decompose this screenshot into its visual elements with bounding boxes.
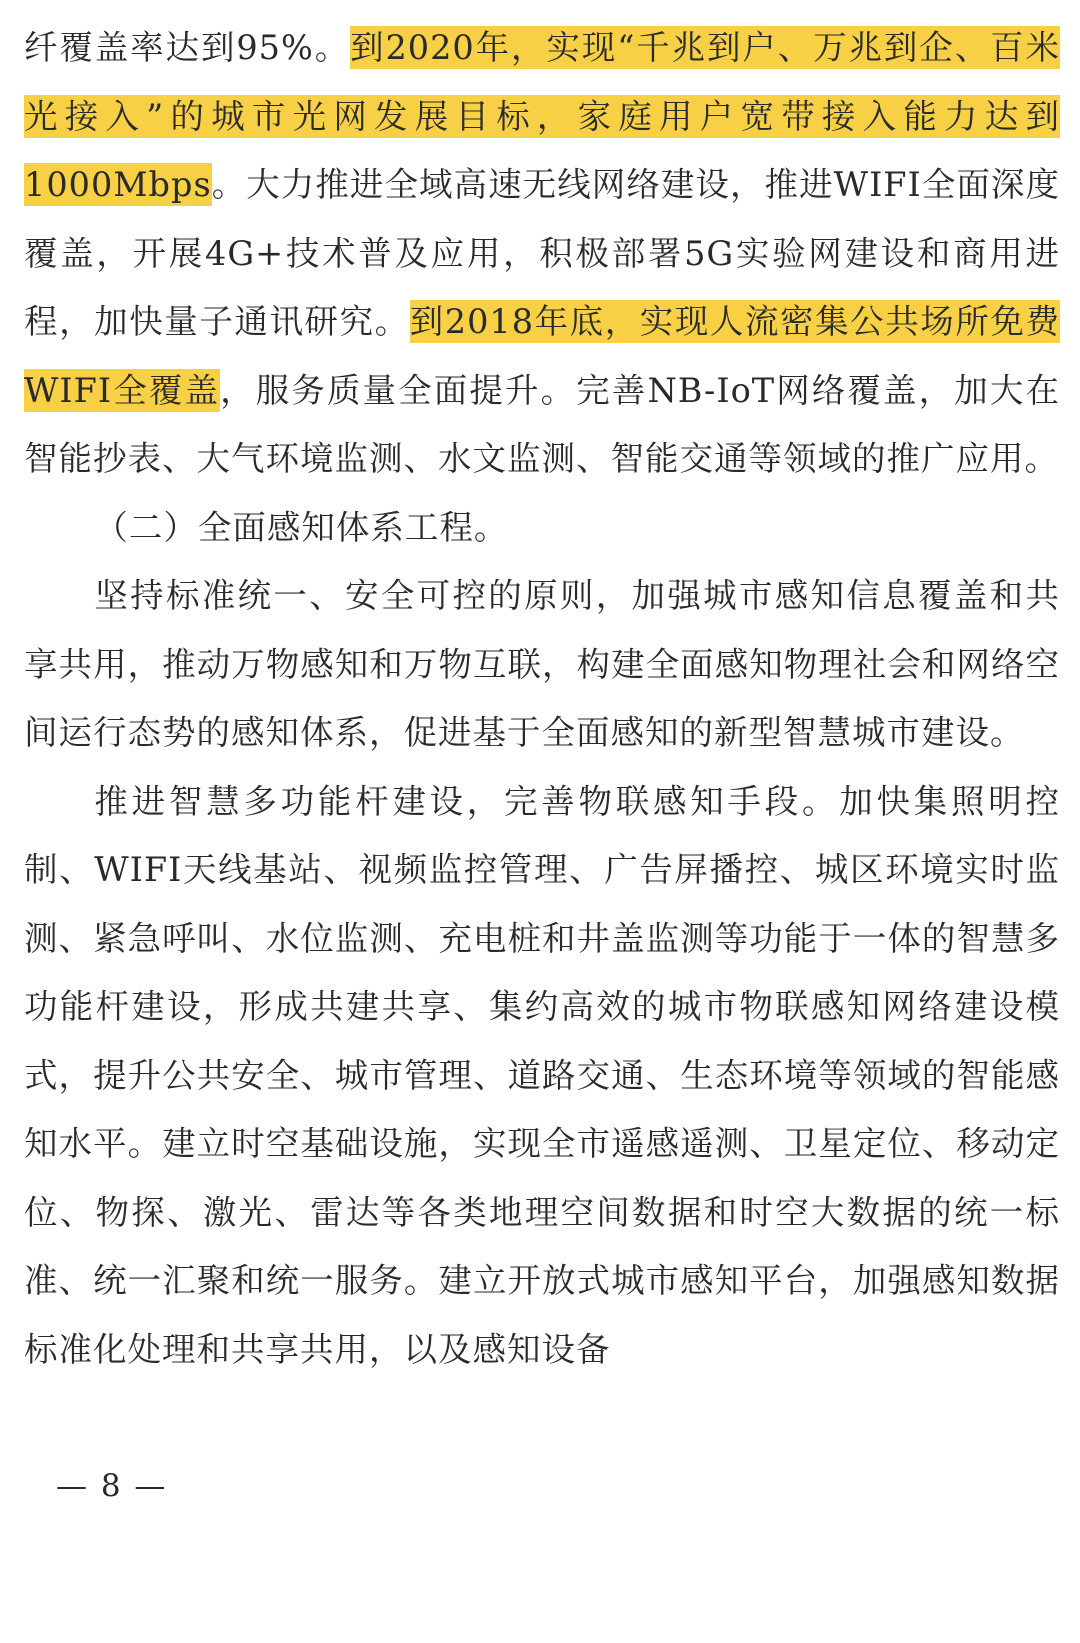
highlight-free-wifi-target: 到2018年底，实现人流密集公共场所免费WIFI全覆盖 [24, 302, 1061, 410]
text-wireless-network: 。大力推进全域高速无线网络建设，推进WIFI全面深度覆盖，开展4G+技术普及应用，积极部署5G实验网建设和商用进程，加快量子通讯研究。 [24, 165, 1060, 341]
highlight-gigabit-target: 到2020年，实现“千兆到户、万兆到企、百米光接入”的城市光网发展目标，家庭用户宽带接入能力达到1000Mbps [24, 28, 1060, 204]
paragraph-network-infrastructure [24, 14, 1060, 494]
page-number: — 8 — [56, 1468, 168, 1504]
text-fiber-coverage: 纤覆盖率达到95%。 [24, 28, 351, 67]
text-nb-iot: ，服务质量全面提升。完善NB-IoT网络覆盖，加大在智能抄表、大气环境监测、水文监测、智能交通等领域的推广应用。 [24, 370, 1060, 478]
paragraph-smart-poles: 推进智慧多功能杆建设，完善物联感知手段。加快集照明控制、WIFI天线基站、视频监控管理、广告屏播控、城区环境实时监测、紧急呼叫、水位监测、充电桩和井盖监测等功能于一体的智慧多功能杆建设，形成共建共享、集约高效的城市物联感知网络建设模式，提升公共安全、城市管理、道路交通、生态环境等领域的智能感知水平。建立时空基础设施，实现全市遥感遥测、卫星定位、移动定位、物探、激光、雷达等各类地理空间数据和时空大数据的统一标准、统一汇聚和统一服务。建立开放式城市感知平台，加强感知数据标准化处理和共享共用，以及感知设备 [24, 781, 1060, 1369]
section-heading: （二）全面感知体系工程。 [94, 507, 509, 547]
document-body [24, 14, 1060, 1384]
paragraph-perception-principles: 坚持标准统一、安全可控的原则，加强城市感知信息覆盖和共享共用，推动万物感知和万物互联，构建全面感知物理社会和网络空间运行态势的感知体系，促进基于全面感知的新型智慧城市建设。 [24, 576, 1060, 752]
